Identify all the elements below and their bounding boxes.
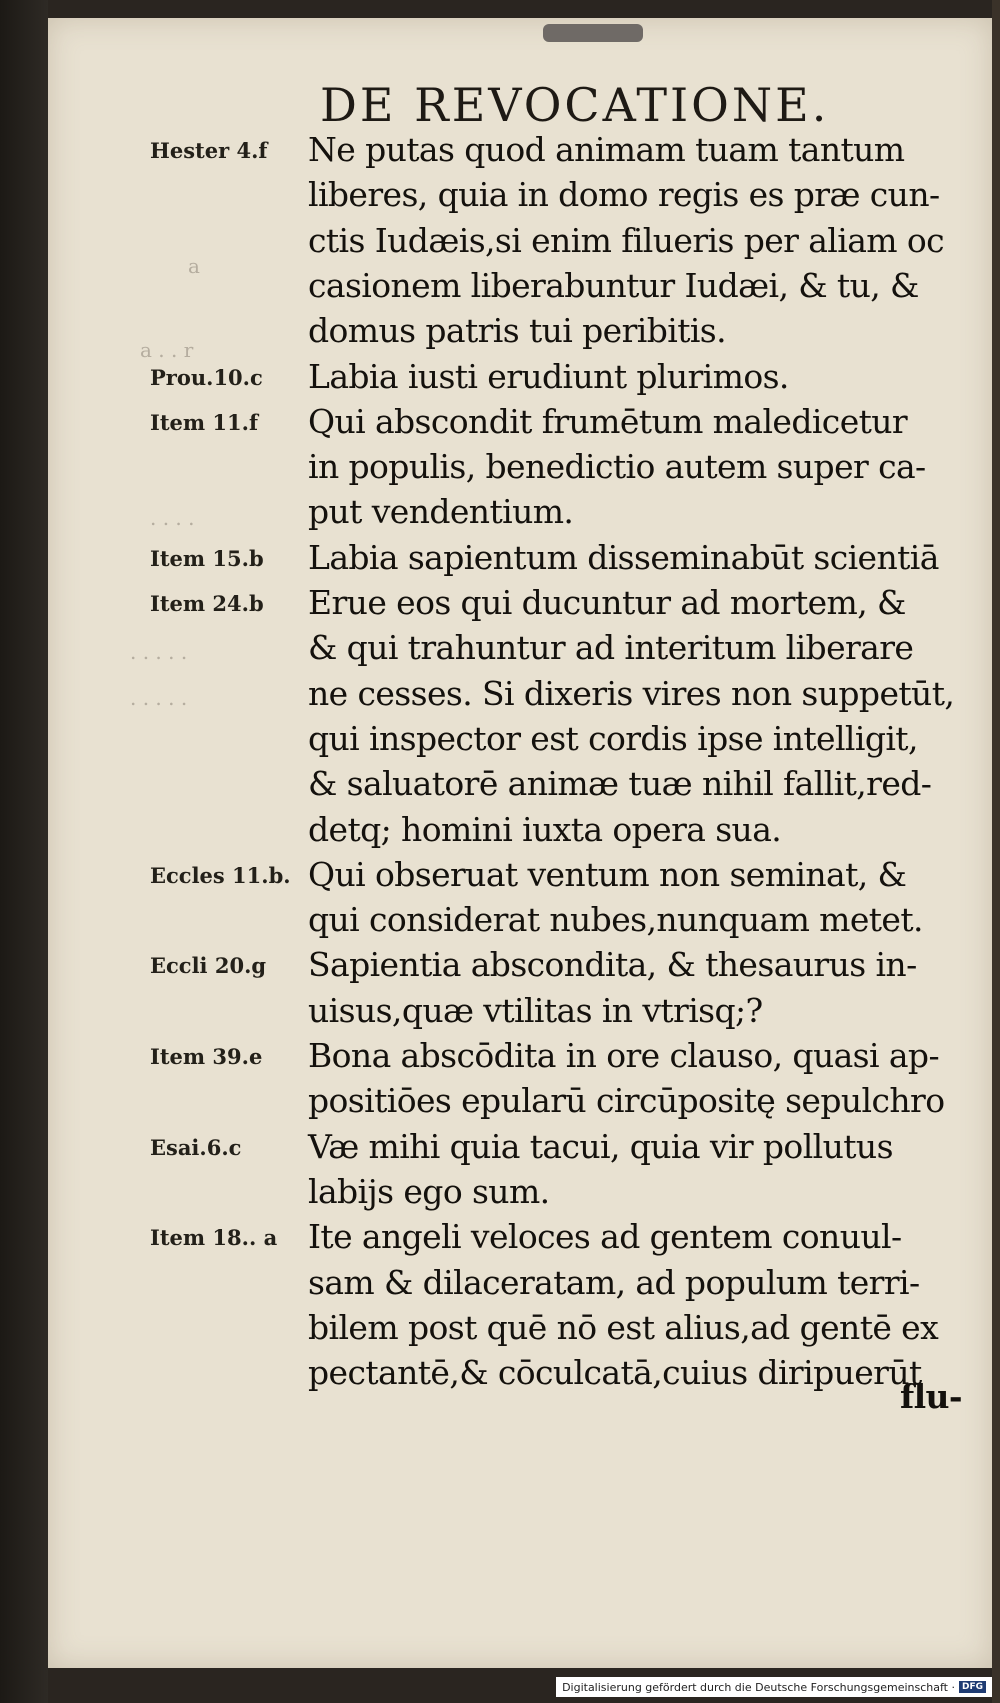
marginal-reference: Item 24.b (150, 591, 264, 616)
text-row (0, 898, 1000, 944)
text-row (0, 989, 1000, 1035)
marginal-reference: Eccli 20.g (150, 953, 267, 978)
marginal-reference: Item 15.b (150, 546, 264, 571)
text-line: bilem post quē nō est alius,ad gentē ex (308, 1308, 939, 1347)
marginal-reference: Item 18.. a (150, 1225, 278, 1250)
footer-text: Digitalisierung gefördert durch die Deutsche Forschungsgemeinschaft · (562, 1680, 955, 1694)
text-line: Erue eos qui ducuntur ad mortem, & (308, 583, 906, 622)
text-row (0, 1351, 1000, 1397)
text-line: Labia sapientum disseminabūt scientiā (308, 538, 939, 577)
bleed-through-mark: . . . . . (130, 640, 188, 664)
text-line: positiōes epularū circūpositę sepulchro (308, 1081, 945, 1120)
text-line: detq; homini iuxta opera sua. (308, 810, 782, 849)
dfg-logo: DFG (959, 1681, 986, 1693)
text-row (0, 943, 1000, 989)
text-row (0, 536, 1000, 582)
text-line: in populis, benedictio autem super ca- (308, 447, 926, 486)
page-tab-mark (543, 24, 643, 42)
text-row (0, 1125, 1000, 1171)
text-line: Væ mihi quia tacui, quia vir pollutus (308, 1127, 893, 1166)
text-line: uisus,quæ vtilitas in vtrisq;? (308, 991, 763, 1030)
marginal-reference: Esai.6.c (150, 1135, 242, 1160)
text-line: & qui trahuntur ad interitum liberare (308, 628, 914, 667)
text-line: domus patris tui peribitis. (308, 311, 727, 350)
text-line: Labia iusti erudiunt plurimos. (308, 357, 789, 396)
text-row (0, 853, 1000, 899)
text-line: Sapientia abscondita, & thesaurus in- (308, 945, 917, 984)
bleed-through-mark: a (188, 254, 200, 278)
text-line: Qui abscondit frumētum maledicetur (308, 402, 908, 441)
marginal-reference: Hester 4.f (150, 138, 268, 163)
text-row (0, 717, 1000, 763)
text-line: ctis Iudæis,si enim filueris per aliam oc (308, 221, 944, 260)
text-line: Qui obseruat ventum non seminat, & (308, 855, 907, 894)
text-line: pectantē,& cōculcatā,cuius diripuerūt (308, 1353, 922, 1392)
text-line: sam & dilaceratam, ad populum terri- (308, 1263, 920, 1302)
text-row (0, 1215, 1000, 1261)
text-row (0, 1170, 1000, 1216)
text-row (0, 445, 1000, 491)
bleed-through-mark: . . . . . (130, 686, 188, 710)
text-row (0, 808, 1000, 854)
text-line: qui considerat nubes,nunquam metet. (308, 900, 923, 939)
running-header: DE REVOCATIONE. (320, 78, 830, 132)
marginal-reference: Prou.10.c (150, 365, 263, 390)
text-row (0, 173, 1000, 219)
text-line: casionem liberabuntur Iudæi, & tu, & (308, 266, 919, 305)
text-row (0, 264, 1000, 310)
text-row (0, 762, 1000, 808)
text-row (0, 1261, 1000, 1307)
marginal-reference: Item 11.f (150, 410, 258, 435)
text-line: qui inspector est cordis ipse intelligit, (308, 719, 918, 758)
digitization-footer (556, 1677, 992, 1697)
text-row (0, 219, 1000, 265)
bleed-through-mark: . . . . (150, 506, 195, 530)
text-line: ne cesses. Si dixeris vires non suppetūt, (308, 674, 955, 713)
catchword: flu- (900, 1377, 963, 1416)
text-line: Bona abscōdita in ore clauso, quasi ap- (308, 1036, 940, 1075)
bleed-through-mark: a . . r (140, 338, 194, 362)
text-row (0, 1079, 1000, 1125)
text-line: Ne putas quod animam tuam tantum (308, 130, 905, 169)
text-line: put vendentium. (308, 492, 574, 531)
text-row (0, 128, 1000, 174)
text-line: & saluatorē animæ tuæ nihil fallit,red- (308, 764, 932, 803)
marginal-reference: Item 39.e (150, 1044, 263, 1069)
marginal-reference: Eccles 11.b. (150, 863, 291, 888)
text-row (0, 400, 1000, 446)
text-line: labijs ego sum. (308, 1172, 550, 1211)
text-row (0, 1306, 1000, 1352)
text-line: liberes, quia in domo regis es præ cun- (308, 175, 940, 214)
text-line: Ite angeli veloces ad gentem conuul- (308, 1217, 902, 1256)
text-row (0, 1034, 1000, 1080)
text-row (0, 581, 1000, 627)
